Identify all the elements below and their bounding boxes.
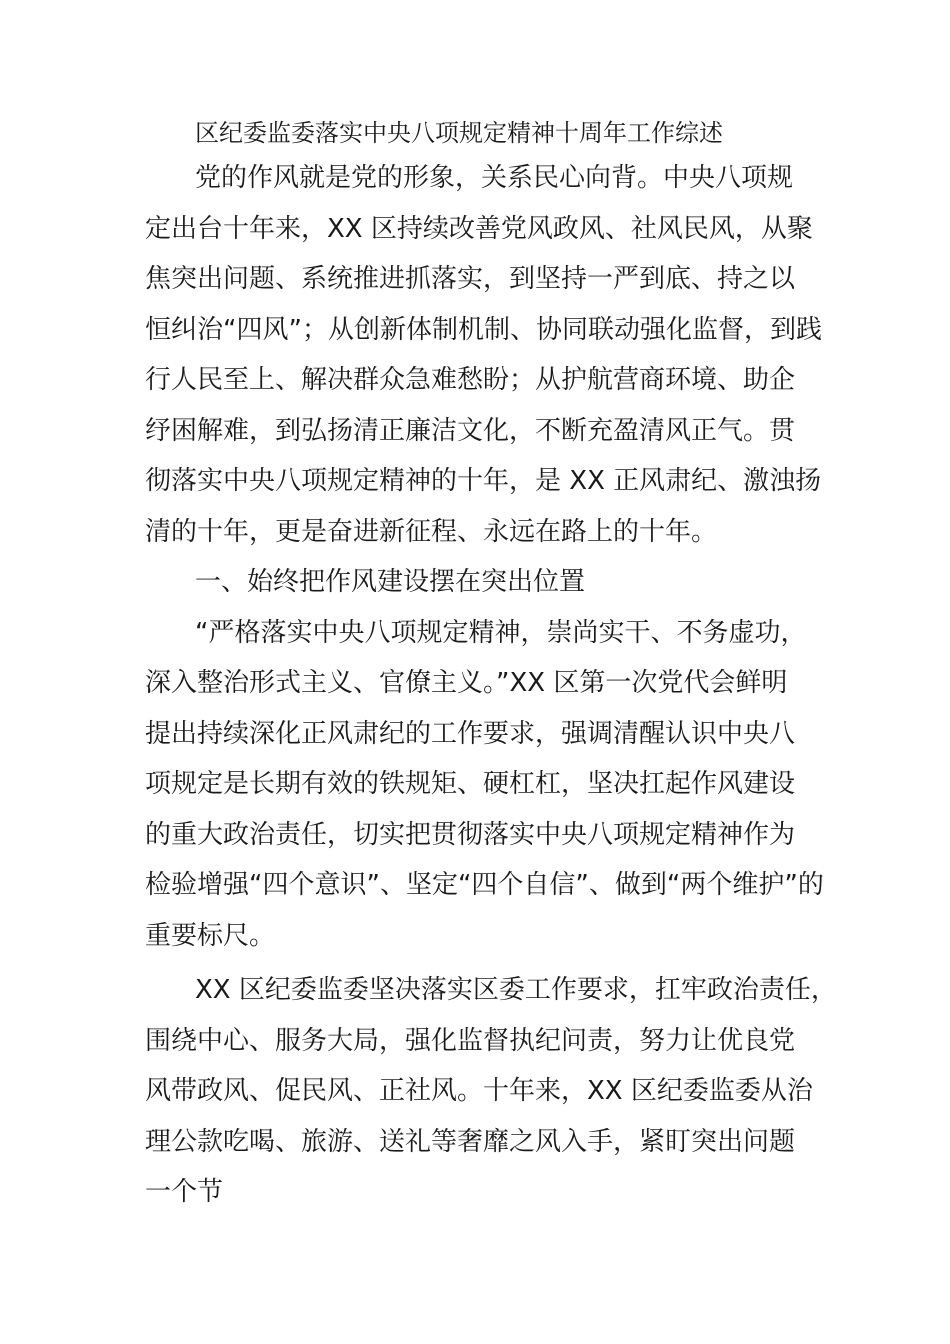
text-line: 重要标尺。 (145, 920, 276, 951)
document-title: 区纪委监委落实中央八项规定精神十周年工作综述 (195, 119, 723, 147)
text-line: 的重大政治责任，切实把贯彻落实中央八项规定精神作为 (145, 819, 796, 850)
text-line: 行人民至上、解决群众急难愁盼；从护航营商环境、助企 (145, 365, 796, 395)
text-line: 风带政风、促民风、正社风。十年来，XX 区纪委监委从治 (145, 1076, 813, 1106)
text-line: 检验增强“四个意识”、坚定“四个自信”、做到“两个维护”的 (145, 870, 824, 900)
text-line: 纾困解难，到弘扬清正廉洁文化，不断充盈清风正气。贯 (145, 415, 796, 446)
text-line: 清的十年，更是奋进新征程、永远在路上的十年。 (145, 516, 718, 547)
text-line: 提出持续深化正风肃纪的工作要求，强调清醒认识中央八 (145, 718, 796, 749)
text-line: 恒纠治“四风”；从创新体制机制、协同联动强化监督，到践 (145, 314, 822, 345)
text-line: XX 区纪委监委坚决落实区委工作要求，扛牢政治责任， (195, 975, 837, 1005)
text-line: 一个节 (145, 1177, 224, 1207)
text-line: 项规定是长期有效的铁规矩、硬杠杠，坚决扛起作风建设 (145, 769, 796, 799)
text-line: 理公款吃喝、旅游、送礼等奢靡之风入手，紧盯突出问题 (145, 1126, 796, 1157)
document-body (145, 113, 837, 1218)
text-line: “严格落实中央八项规定精神，崇尚实干、不务虚功， (195, 617, 807, 648)
text-line: 党的作风就是党的形象，关系民心向背。中央八项规 (195, 163, 794, 193)
section-heading-1: 一、始终把作风建设摆在突出位置 (195, 567, 586, 597)
text-line: 焦突出问题、系统推进抓落实，到坚持一严到底、持之以 (145, 264, 796, 294)
paragraph-commission (145, 965, 837, 1218)
text-line: 定出台十年来，XX 区持续改善党风政风、社风民风，从聚 (145, 213, 813, 244)
paragraph-congress (145, 608, 825, 962)
text-line: 深入整治形式主义、官僚主义。”XX 区第一次党代会鲜明 (145, 668, 788, 698)
text-line: 围绕中心、服务大局，强化监督执纪问责，努力让优良党 (145, 1025, 796, 1056)
text-line: 彻落实中央八项规定精神的十年，是 XX 正风肃纪、激浊扬 (145, 466, 822, 496)
paragraph-intro (145, 153, 825, 557)
